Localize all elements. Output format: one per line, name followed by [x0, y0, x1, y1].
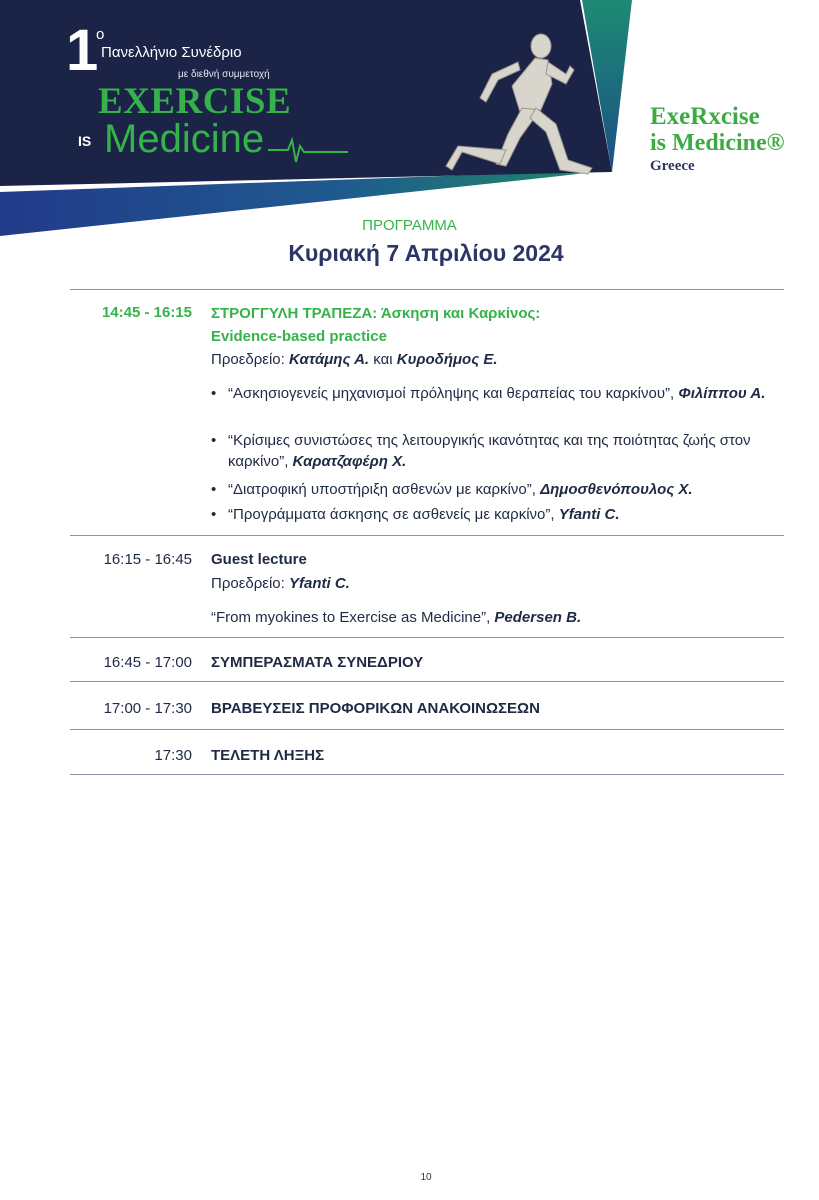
- chair-join: και: [369, 351, 397, 368]
- divider: [70, 535, 784, 536]
- session-title: ΤΕΛΕΤΗ ΛΗΞΗΣ: [211, 747, 325, 764]
- session-time: 16:15 - 16:45: [103, 551, 192, 568]
- session-title: ΣΥΜΠΕΡΑΣΜΑΤΑ ΣΥΝΕΔΡΙΟΥ: [211, 654, 424, 671]
- talk-title: “Διατροφική υποστήριξη ασθενών με καρκίνο”,: [228, 481, 541, 498]
- divider: [70, 289, 784, 290]
- talk-speaker: Δημοσθενόπουλος Χ.: [540, 481, 693, 498]
- banner-is: IS: [78, 133, 92, 149]
- talk-title: “Κρίσιμες συνιστώσες της λειτουργικής ικανότητας και της ποιότητας ζωής στον καρκίνο”,: [228, 432, 751, 470]
- chair-name: Yfanti C.: [288, 575, 350, 592]
- logo-line1: ExeRxcise: [650, 103, 760, 130]
- program-date: Κυριακή 7 Απριλίου 2024: [288, 240, 564, 266]
- logo-line3: Greece: [650, 158, 695, 174]
- session-chair: [211, 348, 498, 371]
- edition-number: 1: [66, 18, 99, 83]
- session-time: 14:45 - 16:15: [101, 304, 192, 321]
- divider: [70, 681, 784, 682]
- chair-name: Κυροδήμος Ε.: [396, 351, 498, 368]
- chair-label: Προεδρείο:: [211, 575, 289, 592]
- talk-speaker: Φιλίππου Α.: [678, 385, 766, 402]
- bullet-icon: •: [211, 385, 217, 402]
- bullet-icon: •: [211, 481, 217, 498]
- divider: [70, 774, 784, 775]
- talk-item: [211, 383, 791, 404]
- session-title: ΒΡΑΒΕΥΣΕΙΣ ΠΡΟΦΟΡΙΚΩΝ ΑΝΑΚΟΙΝΩΣΕΩΝ: [211, 700, 540, 717]
- talk-item: [211, 479, 791, 500]
- chair-name: Κατάμης Α.: [288, 351, 370, 368]
- congress-subtitle: με διεθνή συμμετοχή: [178, 69, 270, 80]
- lecture-talk: [211, 606, 581, 629]
- banner-exercise: EXERCISE: [98, 81, 292, 122]
- banner-medicine: Medicine: [104, 117, 265, 161]
- talk-title: “Προγράμματα άσκησης σε ασθενείς με καρκίνο”,: [228, 506, 559, 523]
- divider: [70, 729, 784, 730]
- talk-title: “Ασκησιογενείς μηχανισμοί πρόληψης και θεραπείας του καρκίνου”,: [228, 385, 679, 402]
- session-title-line2: Evidence-based practice: [211, 328, 387, 345]
- chair-label: Προεδρείο:: [211, 351, 289, 368]
- page-number: 10: [420, 1172, 432, 1183]
- logo-line2: is Medicine®: [650, 130, 785, 156]
- talk-item: [211, 504, 791, 525]
- talk-speaker: Καρατζαφέρη Χ.: [292, 453, 407, 470]
- session-title: ΣΤΡΟΓΓΥΛΗ ΤΡΑΠΕΖΑ: Άσκηση και Καρκίνος:: [211, 305, 541, 322]
- bullet-icon: •: [211, 432, 217, 449]
- session-title: Guest lecture: [211, 551, 307, 568]
- session-time: 17:30: [154, 747, 192, 764]
- divider: [70, 637, 784, 638]
- session-chair: [211, 572, 350, 595]
- edition-superscript: ο: [96, 26, 105, 43]
- talk-title: “From myokines to Exercise as Medicine”,: [211, 609, 495, 626]
- session-time: 16:45 - 17:00: [103, 654, 192, 671]
- congress-title: Πανελλήνιο Συνέδριο: [101, 44, 242, 61]
- program-label: ΠΡΟΓΡΑΜΜΑ: [362, 217, 457, 234]
- bullet-icon: •: [211, 506, 217, 523]
- session-time: 17:00 - 17:30: [103, 700, 192, 717]
- eim-greece-logo: [650, 104, 800, 175]
- talk-speaker: Pedersen B.: [494, 609, 582, 626]
- talk-speaker: Yfanti C.: [558, 506, 620, 523]
- talk-item: [211, 430, 791, 472]
